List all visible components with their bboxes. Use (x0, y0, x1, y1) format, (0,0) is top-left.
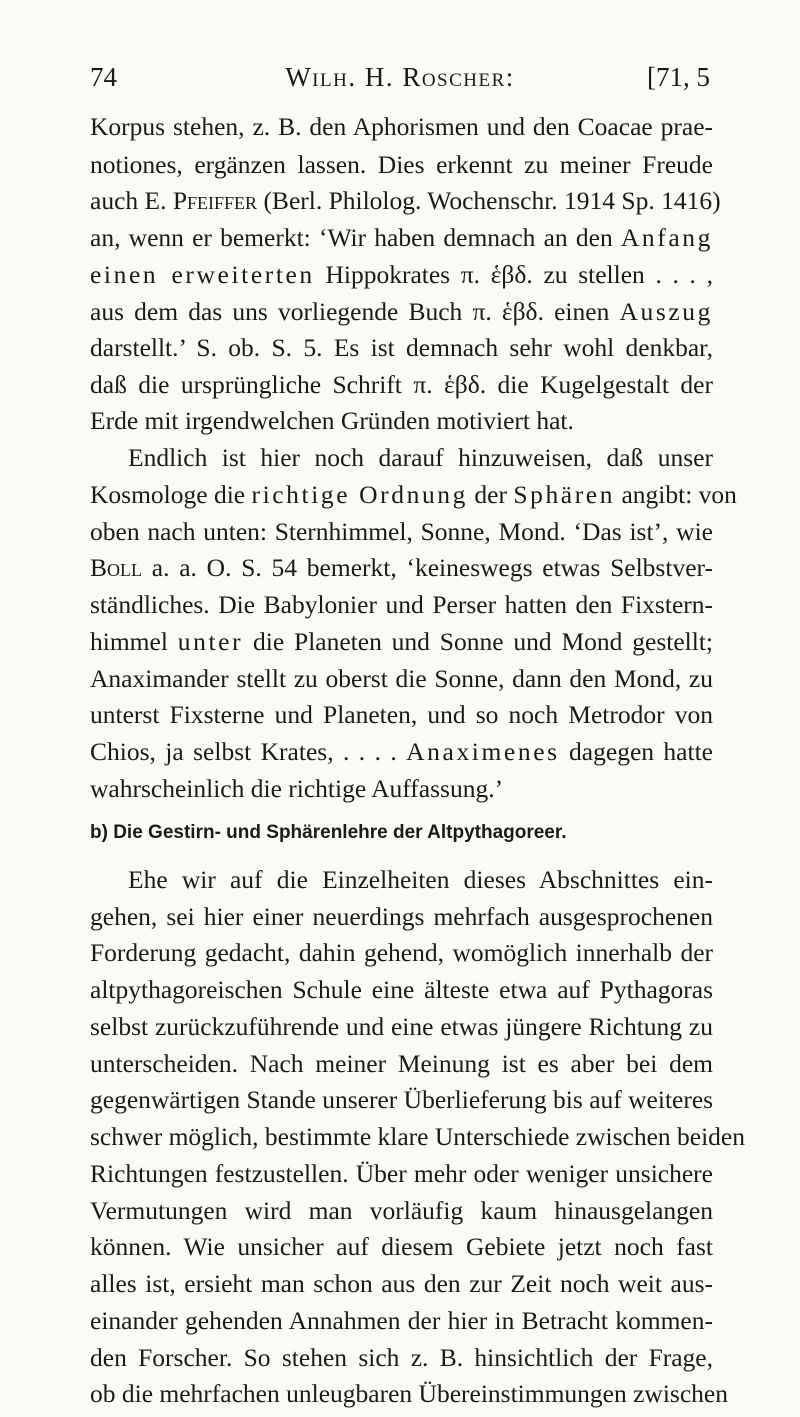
emphasized-text: Auszug (619, 297, 713, 326)
text-line: Vermutungen wird man vorläufig kaum hinausgelangen (90, 1196, 713, 1225)
emphasized-text: Anfang (620, 223, 713, 252)
section-heading: b) Die Gestirn- und Sphärenlehre der Altpythagoreer. (90, 822, 567, 843)
emphasized-text: einen erweiterten (90, 260, 315, 289)
text-line: himmel unter die Planeten und Sonne und Mond gestellt; (90, 627, 713, 656)
text-line: Forderung gedacht, dahin gehend, womöglich innerhalb der (90, 938, 713, 967)
text-line: gehen, sei hier einer neuerdings mehrfach ausgesprochenen (90, 902, 713, 931)
text-line: Kosmologe die richtige Ordnung der Sphären angibt: von (90, 480, 737, 509)
text-line: darstellt.’ S. ob. S. 5. Es ist demnach sehr wohl denkbar, (90, 333, 713, 362)
text-line: an, wenn er bemerkt: ‘Wir haben demnach an den Anfang (90, 223, 713, 252)
page-number: 74 (90, 62, 117, 92)
text-line: wahrscheinlich die richtige Auffassung.’ (90, 774, 504, 803)
emphasized-text: richtige Ordnung (251, 480, 468, 509)
text-line: notiones, ergänzen lassen. Dies erkennt zu meiner Freude (90, 150, 713, 179)
text-line: Erde mit irgendwelchen Gründen motiviert hat. (90, 406, 574, 435)
text-line: ständliches. Die Babylonier und Perser hatten den Fixstern- (90, 590, 713, 619)
author-name: Boll (90, 553, 142, 582)
text-line: Boll a. a. O. S. 54 bemerkt, ‘keineswegs etwas Selbstver- (90, 553, 713, 582)
text-line: einander gehenden Annahmen der hier in Betracht kommen- (90, 1306, 713, 1335)
text-line: unterscheiden. Nach meiner Meinung ist es aber bei dem (90, 1049, 713, 1078)
running-title: Wilh. H. Roscher: (285, 62, 515, 92)
text-line: Richtungen festzustellen. Über mehr oder weniger unsichere (90, 1159, 713, 1188)
text-line: einen erweiterten Hippokrates π. ἑβδ. zu stellen . . . , (90, 260, 713, 289)
text-line: Ehe wir auf die Einzelheiten dieses Abschnittes ein- (128, 865, 713, 894)
author-name: Pfeiffer (172, 186, 258, 215)
text-line: ob die mehrfachen unleugbaren Übereinstimmungen zwischen (90, 1379, 728, 1408)
emphasized-text: Sphären (513, 480, 616, 509)
text-line: altpythagoreischen Schule eine älteste etwa auf Pythagoras (90, 975, 713, 1004)
text-line: Korpus stehen, z. B. den Aphorismen und den Coacae prae- (90, 112, 713, 141)
emphasized-text: Anaximenes (406, 737, 560, 766)
text-line: den Forscher. So stehen sich z. B. hinsichtlich der Frage, (90, 1343, 713, 1372)
page-header (90, 62, 710, 102)
text-line: aus dem das uns vorliegende Buch π. ἑβδ. einen Auszug (90, 297, 713, 326)
section-reference: [71, 5 (647, 62, 710, 92)
text-line: oben nach unten: Sternhimmel, Sonne, Mond. ‘Das ist’, wie (90, 517, 713, 546)
text-line: auch E. Pfeiffer (Berl. Philolog. Wochenschr. 1914 Sp. 1416) (90, 186, 721, 215)
text-line: daß die ursprüngliche Schrift π. ἑβδ. die Kugelgestalt der (90, 370, 713, 399)
text-line: Endlich ist hier noch darauf hinzuweisen, daß unser (128, 443, 713, 472)
emphasized-text: unter (177, 627, 244, 656)
text-line: Chios, ja selbst Krates, . . . . Anaximenes dagegen hatte (90, 737, 713, 766)
text-line: unterst Fixsterne und Planeten, und so noch Metrodor von (90, 700, 713, 729)
text-line: selbst zurückzuführende und eine etwas jüngere Richtung zu (90, 1012, 713, 1041)
text-line: alles ist, ersieht man schon aus den zur Zeit noch weit aus- (90, 1269, 713, 1298)
text-line: Anaximander stellt zu oberst die Sonne, dann den Mond, zu (90, 664, 713, 693)
text-line: gegenwärtigen Stande unserer Überlieferung bis auf weiteres (90, 1085, 714, 1114)
text-line: können. Wie unsicher auf diesem Gebiete jetzt noch fast (90, 1232, 713, 1261)
text-line: schwer möglich, bestimmte klare Unterschiede zwischen beiden (90, 1122, 745, 1151)
